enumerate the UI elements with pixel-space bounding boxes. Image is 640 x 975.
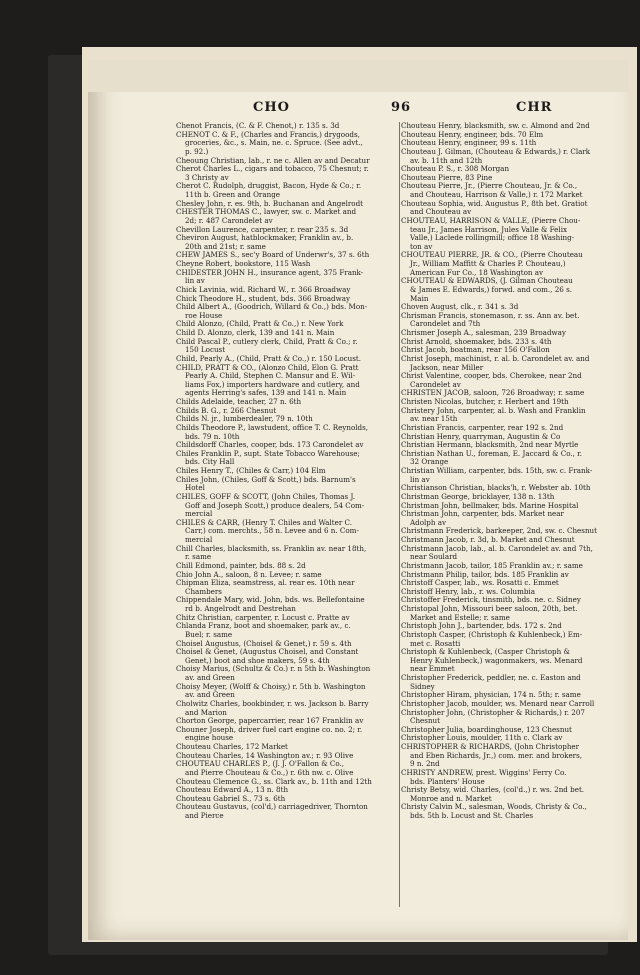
directory-line: Chouteau Charles, 172 Market [176,743,288,751]
directory-line: Christmann Jacob, tailor, 185 Franklin av.; r. same [401,561,583,570]
directory-line: Christmann Frederick, barkeeper, 2nd, sw. c. Chesnut [401,527,598,536]
directory-line: roe House [185,311,223,320]
directory-line: Christian Francis, carpenter, rear 192 s. 2nd [401,423,564,432]
directory-line: Market and Estelle; r. same [410,613,510,622]
directory-line: bds. 79 n. 10th [185,432,240,441]
directory-line: Main [410,294,429,303]
directory-line: CHOUTEAU PIERRE, JR. & CO., (Pierre Chouteau [401,251,583,260]
directory-line: Chlanda Franz, boot and shoemaker, park av., c. [176,622,351,631]
directory-line: Child Pascal P., cutlery clerk, Child, Pratt & Co.; r. [176,337,358,346]
directory-line: Chouteau Gabriel S., 73 s. 6th [176,794,286,803]
directory-line: Christy Calvin M., salesman, Woods, Christy & Co., [401,803,587,812]
directory-line: r. same [185,553,212,562]
directory-line: & James E. Edwards,) forwd. and com., 26 s. [410,285,572,294]
directory-line: Chio John A., saloon, 8 n. Levee; r. same [176,570,322,579]
directory-line: Chorton George, papercarrier, rear 167 Franklin av [176,717,364,726]
directory-line: Chambers [185,587,222,596]
directory-line: Choisel & Genet, (Augustus Choisel, and Constant [176,648,359,657]
directory-line: Christoff Casper, lab., ws. Rosatti c. Emmet [401,579,559,588]
directory-line: Cherot C. Rudolph, druggist, Bacon, Hyde & Co.; r. [176,182,362,191]
directory-line: Christmann Jacob, lab., al. b. Carondelet av. and 7th, [401,544,593,553]
directory-line: lin av [410,475,430,484]
directory-line: Jr., William Maffitt & Charles P. Chouteau,) [410,260,566,268]
directory-line: liams Fox,) importers hardware and cutlery, and [185,380,360,389]
directory-line: Christery John, carpenter, al. b. Wash and Franklin [401,406,586,415]
directory-line: Chouner Joseph, driver fuel cart engine co. no. 2; r. [176,725,363,734]
directory-line: Childs B. G., r. 266 Chesnut [176,406,277,415]
directory-line: Childs N. jr., lumberdealer, 79 n. 10th [176,415,313,424]
directory-line: Henry Kuhlenbeck,) wagonmakers, ws. Menard [410,656,583,665]
directory-line: bds. City Hall [185,458,235,467]
directory-line: Child Alonzo, (Child, Pratt & Co.,) r. New York [176,320,344,329]
directory-line: Chiles John, (Chiles, Goff & Scott,) bds. Barnum's [176,475,356,484]
directory-line: 2d; r. 487 Carondelet av [185,216,273,225]
directory-line: Christoff Henry, lab., r. ws. Columbia [401,587,535,596]
directory-line: bds. 5th b. Locust and St. Charles [410,812,534,820]
directory-line: Pearly A. Child, Stephen C. Mansur and E. Wil- [185,372,356,381]
directory-line: and Marion [185,708,227,717]
directory-line: Carr,) com. merchts., 58 n. Levee and 6 n. Com- [185,527,359,536]
directory-line: Chouteau Pierre, 83 Pine [401,173,493,182]
directory-page [88,60,628,940]
directory-line: Chouteau Charles, 14 Washington av.; r. 93 Olive [176,751,354,760]
directory-line: and Chouteau av [410,208,472,217]
directory-line: engine house [185,734,234,743]
directory-line: 150 Locust [185,346,226,355]
directory-line: CHRISTY ANDREW, prest. Wiggins' Ferry Co. [401,768,567,777]
directory-line: Choisy Marius, (Schultz & Co.) r. n 5th b. Washington [176,665,371,674]
directory-line: groceries, &c., s. Main, ne. c. Spruce. (See advt., [185,139,363,148]
directory-line: Christ Joseph, machinist, r. al. b. Carondelet av. and [401,354,590,363]
directory-line: Choisy Meyer, (Wolff & Choisy,) r. 5th b. Washington [176,682,366,691]
directory-line: teau Jr., James Harrison, Jules Valle & Felix [410,225,568,234]
directory-line: Cheyne Robert, bookstore, 115 Wash [176,260,311,268]
directory-line: Christoph & Kuhlenbeck, (Casper Christoph & [401,648,570,657]
directory-line: Chouteau Clemence G., ss. Clark av., b. 11th and 12th [176,777,372,786]
directory-line: Choven August, clk., r. 341 s. 3d [401,303,519,312]
directory-line: CHILD, PRATT & CO., (Alonzo Child, Elon G. Pratt [176,363,359,372]
directory-line: mercial [185,536,213,544]
directory-line: CHIDESTER JOHN H., insurance agent, 375 Frank- [176,268,364,277]
directory-line: Chouteau Henry, blacksmith, sw. c. Almond and 2nd [401,122,590,130]
directory-line: CHOUTEAU & EDWARDS, (J. Gilman Chouteau [401,277,573,286]
directory-line: agents Herring's safes, 139 and 141 n. Main [185,389,347,398]
directory-line: CHOUTEAU CHARLES P., (J. J. O'Fallon & Co., [176,760,345,769]
directory-line: met c. Rosatti [410,639,461,648]
directory-line: CHRISTEN JACOB, saloon, 726 Broadway; r. same [401,389,585,398]
running-head-right: CHR [516,100,553,115]
directory-line: CHRISTOPHER & RICHARDS, (John Christopher [401,743,580,751]
directory-line: near Emmet [410,665,455,674]
directory-line: Genet,) boot and shoe makers, 59 s. 4th [185,656,330,665]
directory-line: 3 Christy av [185,173,229,182]
directory-line: Christman John, carpenter, bds. Market near [401,510,564,519]
directory-line: Christopher Julia, boardinghouse, 123 Chesnut [401,725,572,734]
directory-line: Child Albert A., (Goodrich, Willard & Co.,) bds. Mon- [176,303,368,312]
directory-line: Chippendale Mary, wid. John, bds. ws. Bellefontaine [176,596,365,605]
directory-line: Valle,) Laclede rollingmill; office 18 Washing- [410,234,575,243]
directory-line: Chick Theodore H., student, bds. 366 Broadway [176,294,351,303]
directory-line: Chouteau Edward A., 13 n. 8th [176,786,289,795]
directory-line: Christopher Jacob, moulder, ws. Menard near Carroll [401,699,595,708]
directory-line: Carondelet av [410,380,461,389]
running-head-left: CHO [253,100,290,115]
directory-line: CHEW JAMES S., sec'y Board of Underwr's, 37 s. 6th [176,251,370,260]
directory-line: CHESTER THOMAS C., lawyer, sw. c. Market and [176,208,357,217]
directory-line: av. and Green [185,691,235,700]
directory-line: Childsdorff Charles, cooper, bds. 173 Carondelet av [176,441,364,450]
directory-line: Cholwitz Charles, bookbinder, r. ws. Jackson b. Barry [176,699,369,708]
directory-line: Christopal John, Missouri beer saloon, 20th, bet. [401,605,578,613]
directory-line: Christopher Louis, moulder, 11th c. Clark av [401,734,563,743]
directory-line: Chouteau P. S., r. 308 Morgan [401,165,510,174]
directory-line: Christian Hermann, blacksmith, 2nd near Myrtle [401,441,579,450]
directory-line: Chouteau J. Gilman, (Chouteau & Edwards,) r. Clark [401,147,591,156]
directory-line: Chrisman Francis, stonemason, r. ss. Ann av. bet. [401,311,580,320]
directory-line: Chipman Eliza, seamstress, al. rear es. 10th near [176,579,355,588]
directory-line: bds. Planters' House [410,777,485,786]
directory-line: Chesley John, r. es. 9th, b. Buchanan and Angelrodt [176,199,364,208]
directory-line: Carondelet and 7th [410,320,481,329]
directory-line: Christen Nicolas, butcher, r. Herbert and 19th [401,398,569,406]
directory-line: Chiles Henry T., (Chiles & Carr,) 104 Elm [176,467,326,475]
directory-line: Jackson, near Miller [410,363,484,372]
directory-line: Chitz Christian, carpenter, r. Locust c. Pratte av [176,613,350,622]
directory-line: Child D. Alonzo, clerk, 139 and 141 n. Main [176,329,335,337]
right-column [401,122,623,821]
directory-line: and Pierre Chouteau & Co.,) r. 6th nw. c. Olive [185,768,354,777]
directory-line: 11th b. Green and Orange [185,191,280,199]
directory-line: Chiles Franklin P., supt. State Tobacco Warehouse; [176,449,360,458]
directory-line: Chill Edmond, painter, bds. 88 s. 2d [176,561,306,570]
directory-line: av. and Green [185,674,235,682]
directory-line: Christianson Christian, blacks'h, r. Webster ab. 10th [401,484,591,493]
directory-line: Hotel [185,484,205,493]
directory-line: Chick Lavinia, wid. Richard W., r. 366 Broadway [176,285,351,294]
directory-line: Christ Arnold, shoemaker, bds. 233 s. 4th [401,337,552,346]
directory-line: and Chouteau, Harrison & Valle,) r. 172 Market [410,191,583,199]
directory-line: rd b. Angelrodt and Destrehan [185,605,296,613]
page-top-margin [88,60,628,92]
directory-line: and Pierce [185,812,224,820]
directory-line: Christopher John, (Christopher & Richards,) r. 207 [401,708,585,717]
directory-line: Cherot Charles L., cigars and tobacco, 75 Chesnut; r. [176,165,369,174]
directory-line: Chesnut [410,717,441,726]
directory-line: Buel; r. same [185,630,233,639]
directory-line: CHILES & CARR, (Henry T. Chiles and Walter C. [176,518,352,527]
directory-line: Childs Theodore P., lawstudent, office T. C. Reynolds, [176,423,369,432]
directory-line: p. 92.) [185,147,209,156]
directory-line: ton av [410,242,433,251]
directory-line: Christmann Philip, tailor, bds. 185 Franklin av [401,570,569,579]
directory-line: lin av [185,277,205,286]
directory-line: Childs Adelaide, teacher, 27 n. 6th [176,398,302,406]
directory-line: Christy Betsy, wid. Charles, (col'd.,) r. ws. 2nd bet. [401,786,585,795]
directory-line: CHILES, GOFF & SCOTT, (John Chiles, Thomas J. [176,492,356,501]
directory-line: Christopher Hiram, physician, 174 n. 5th; r. same [401,691,581,700]
directory-line: American Fur Co., 18 Washington av [410,268,544,277]
directory-line: Sidney [410,682,435,691]
directory-line: Christian William, carpenter, bds. 15th, sw. c. Frank- [401,467,593,475]
directory-line: Chouteau Sophia, wid. Augustus P., 8th bet. Gratiot [401,199,588,208]
directory-line: av. b. 11th and 12th [410,156,483,165]
directory-line: Christman George, bricklayer, 138 n. 13th [401,492,555,501]
directory-line: av. near 15th [410,415,458,424]
directory-line: Chrismer Joseph A., salesman, 239 Broadway [401,329,566,337]
directory-line: 9 n. 2nd [410,760,440,769]
left-column [176,122,398,821]
directory-line: Adolph av [410,518,447,527]
directory-line: Chouteau Pierre, Jr., (Pierre Chouteau, Jr. & Co., [401,182,578,191]
directory-line: and Eben Richards, Jr.,) com. mer. and brokers, [410,751,583,760]
directory-line: Christian Nathan U., foreman, E. Jaccard & Co., r. [401,449,583,458]
directory-line: Cheviron August, hatblockmaker, Franklin av., b. [176,234,354,243]
directory-line: Choisel Augustus, (Choisel & Genet,) r. 59 s. 4th [176,639,352,648]
directory-line: mercial [185,510,213,519]
directory-line: Goff and Joseph Scott,) produce dealers, 54 Com- [185,501,365,510]
directory-line: Chenot Francis, (C. & F. Chenot,) r. 135 s. 3d [176,122,340,130]
directory-line: Christoph John J., bartender, bds. 172 s. 2nd [401,622,562,631]
directory-line: Christman John, bellmaker, bds. Marine Hospital [401,501,579,510]
directory-line: Christian Henry, quarryman, Augustin & Co [401,432,561,441]
directory-line: 20th and 21st; r. same [185,242,266,251]
directory-line: CHENOT C. & F., (Charles and Francis,) drygoods, [176,130,360,139]
directory-line: Chevillon Laurence, carpenter, r. rear 235 s. 3d [176,225,349,234]
directory-line: Christoffer Frederick, tinsmith, bds. ne. c. Sidney [401,596,581,605]
directory-line: Christopher Frederick, peddler, ne. c. Easton and [401,674,581,682]
page-number: 96 [391,100,412,115]
directory-line: Christ Jacob, boatman, rear 156 O'Fallon [401,346,550,355]
directory-line: CHOUTEAU, HARRISON & VALLE, (Pierre Chou- [401,216,581,225]
directory-line: Cheoung Christian, lab., r. ne c. Allen av and Decatur [176,156,370,165]
directory-line: Chouteau Henry, engineer, 99 s. 11th [401,139,537,148]
directory-line: Chouteau Henry, engineer, bds. 70 Elm [401,130,544,139]
directory-line: Christoph Casper, (Christoph & Kuhlenbeck,) Em- [401,630,583,639]
directory-line: 32 Orange [410,458,449,467]
directory-line: Chouteau Gustavus, (col'd,) carriagedriver, Thornton [176,803,368,812]
directory-line: Monroe and n. Market [410,794,492,803]
directory-line: near Soulard [410,553,458,562]
directory-line: Christ Valentine, cooper, bds. Cherokee, near 2nd [401,372,582,381]
directory-line: Chill Charles, blacksmith, ss. Franklin av. near 18th, [176,544,367,553]
directory-line: Christmann Jacob, r. 3d, b. Market and Chesnut [401,536,575,544]
column-divider [399,122,400,907]
directory-line: Child, Pearly A., (Child, Pratt & Co.,) r. 150 Locust. [176,354,362,363]
